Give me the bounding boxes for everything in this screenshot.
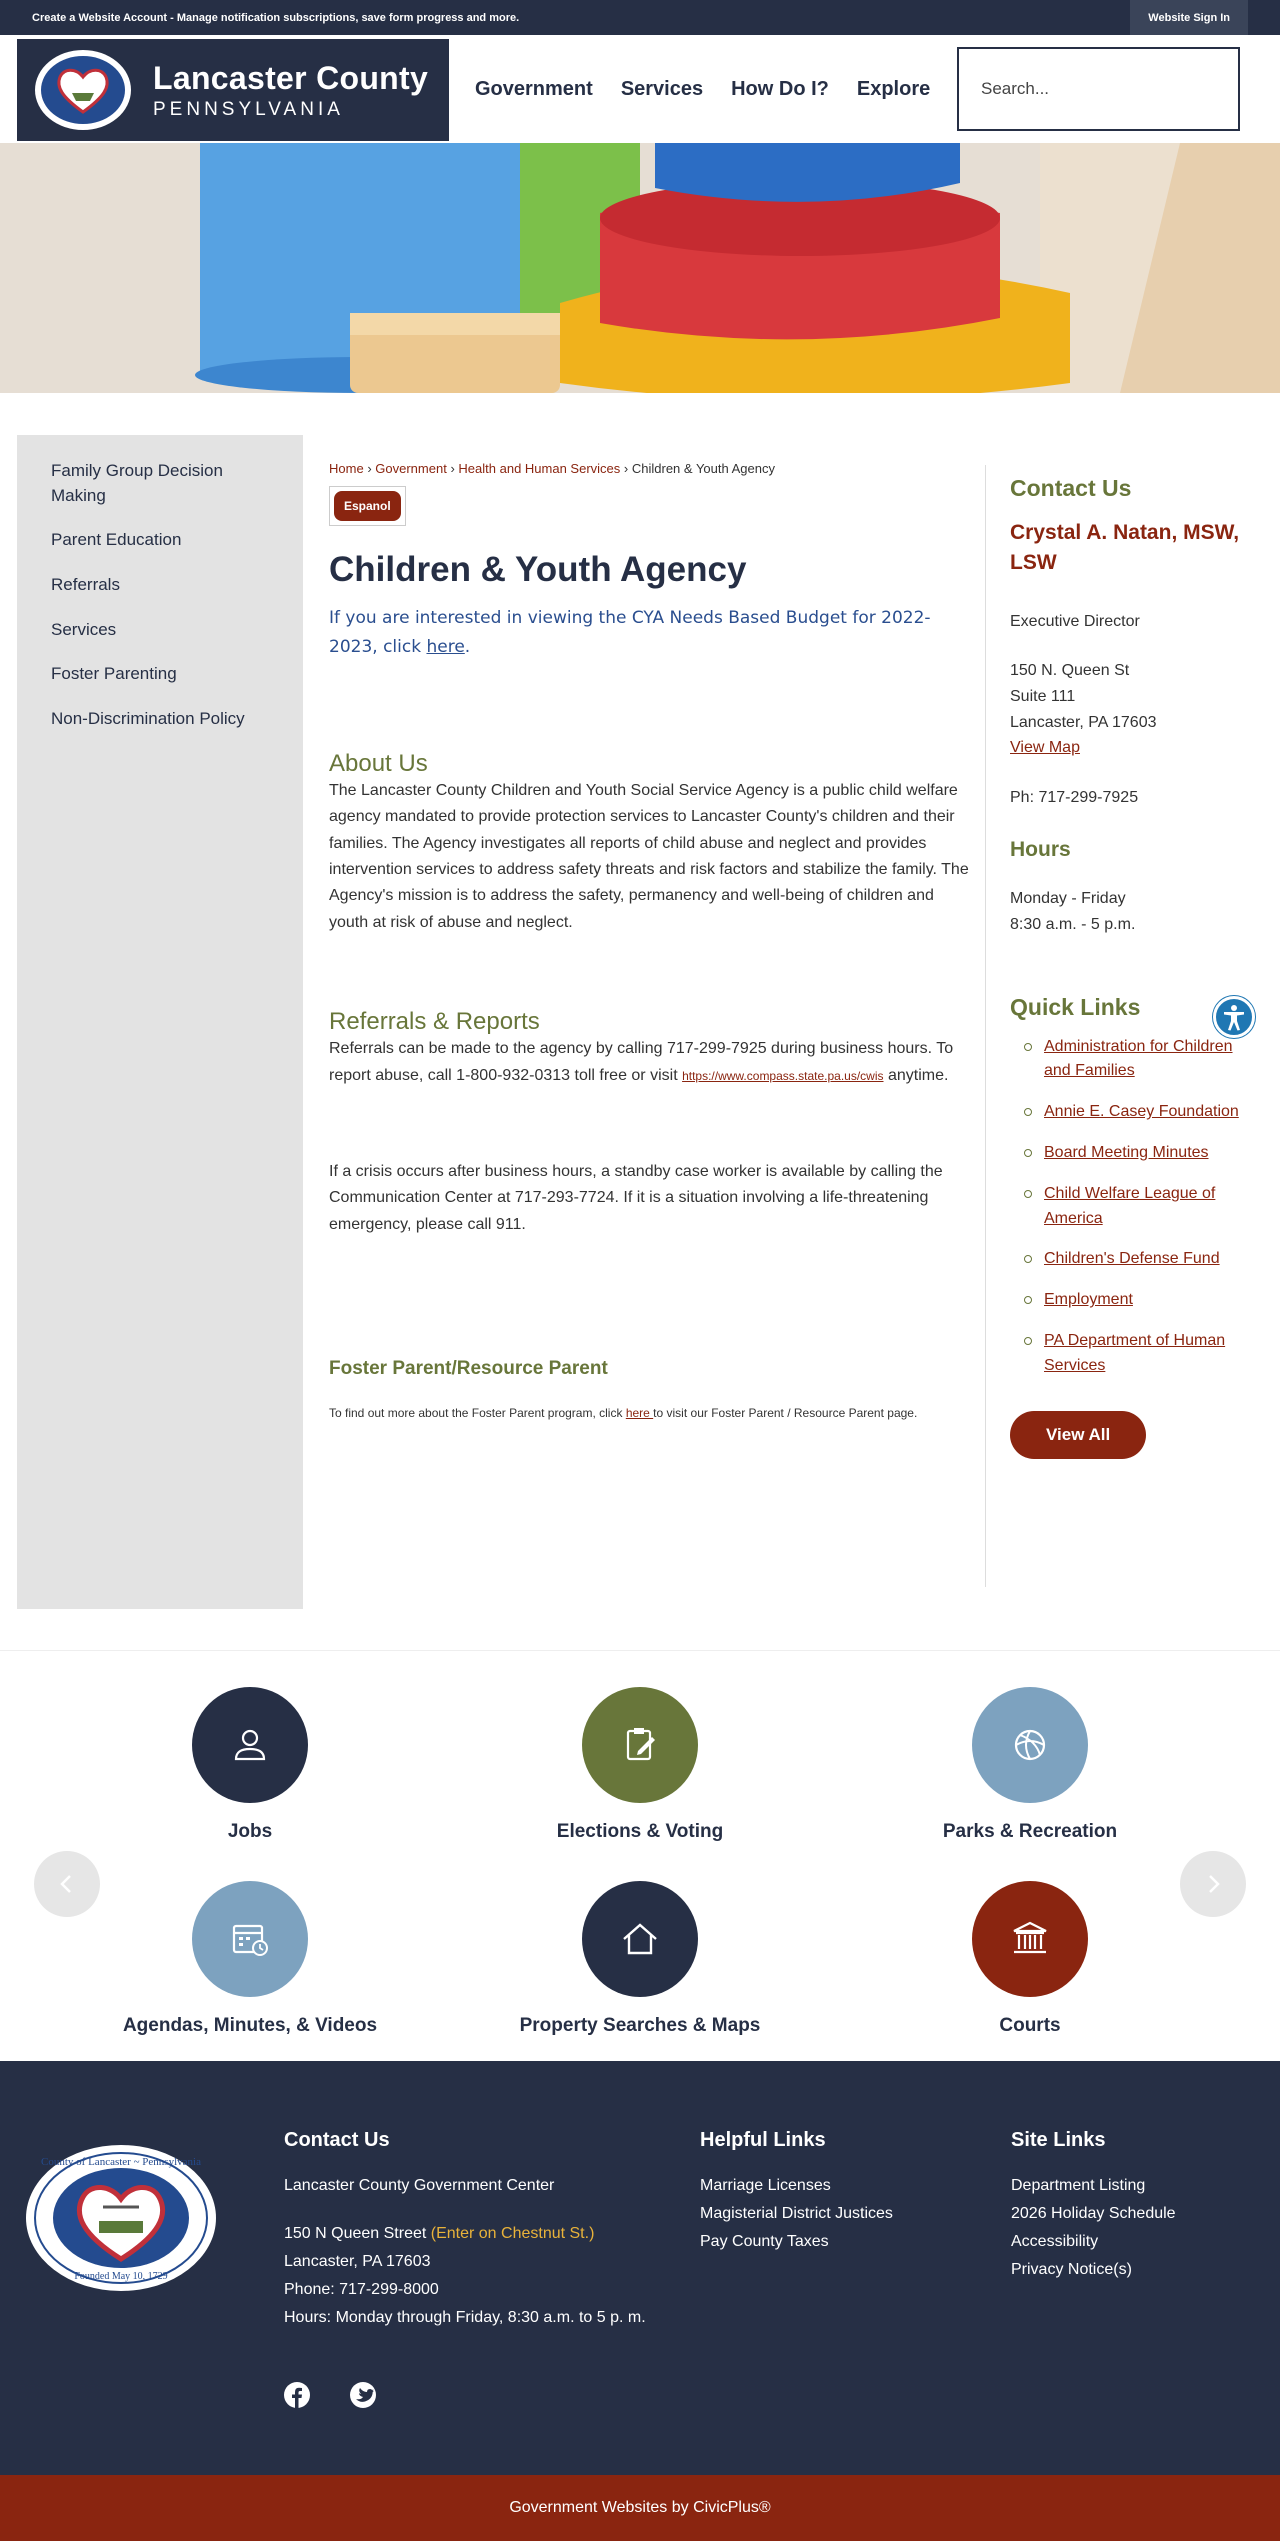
ball-icon bbox=[972, 1687, 1088, 1803]
foster-link[interactable]: here bbox=[625, 1406, 654, 1421]
footer-center: Lancaster County Government Center bbox=[284, 2177, 555, 2194]
seal-bottom-text: Founded May 10, 1729 bbox=[74, 2271, 168, 2282]
foster-text-end: to visit our Foster Parent / Resource Parent page. bbox=[653, 1406, 918, 1421]
graphic-links-carousel bbox=[0, 1650, 1280, 2060]
footer-link-taxes[interactable]: Pay County Taxes bbox=[700, 2233, 829, 2250]
site-subtitle: PENNSYLVANIA bbox=[153, 98, 344, 120]
twitter-icon[interactable] bbox=[350, 2382, 376, 2408]
page-content bbox=[329, 435, 969, 1423]
view-all-button[interactable]: View All bbox=[1010, 1411, 1146, 1459]
hero-banner-image bbox=[0, 143, 1280, 393]
foster-text-start: To find out more about the Foster Parent program, click bbox=[329, 1406, 626, 1421]
sidebar-item-foster-parenting[interactable]: Foster Parenting bbox=[51, 664, 177, 684]
graphic-link-jobs[interactable] bbox=[70, 1687, 430, 1843]
account-notice-link[interactable]: Create a Website Account - Manage notification subscriptions, save form progress and more. bbox=[32, 11, 520, 24]
site-footer bbox=[0, 2061, 1280, 2475]
budget-text: If you are interested in viewing the CYA Needs Based Budget for 2022-2023, click bbox=[329, 608, 931, 657]
nav-explore[interactable]: Explore bbox=[856, 77, 931, 100]
contact-address-3: Lancaster, PA 17603 bbox=[1010, 713, 1157, 731]
graphic-link-label: Property Searches & Maps bbox=[519, 2015, 761, 2036]
main-content-area bbox=[0, 393, 1280, 1603]
hours-heading: Hours bbox=[1010, 838, 1071, 862]
about-heading: About Us bbox=[329, 749, 428, 777]
about-text: The Lancaster County Children and Youth Social Service Agency is a public child welfare agency mandated to provide protection services to Lancaster County's children and their families. The Agency investigates all reports of child abuse and neglect and provides intervention services to address safety threats and risk factors and stabilize the family. The Agency's mission is to address the safety, permanency and well-being of children and youth at risk of abuse and neglect. bbox=[329, 781, 969, 931]
footer-link-privacy[interactable]: Privacy Notice(s) bbox=[1011, 2261, 1132, 2278]
nav-services[interactable]: Services bbox=[620, 77, 704, 100]
site-title: Lancaster County bbox=[153, 59, 429, 96]
nav-government[interactable]: Government bbox=[475, 77, 593, 100]
person-icon bbox=[192, 1687, 308, 1803]
footer-phone: Phone: 717-299-8000 bbox=[284, 2281, 439, 2298]
page-title: Children & Youth Agency bbox=[329, 550, 747, 589]
footer-site-links bbox=[1011, 2129, 1176, 2284]
breadcrumb-home[interactable]: Home bbox=[329, 461, 364, 476]
sidebar-item-non-discrimination[interactable]: Non-Discrimination Policy bbox=[51, 708, 245, 728]
graphic-link-courts[interactable] bbox=[850, 1881, 1210, 2037]
sidebar-item-family-group[interactable]: Family Group Decision Making bbox=[51, 461, 223, 505]
graphic-link-label: Courts bbox=[999, 2015, 1061, 2036]
main-navigation bbox=[475, 78, 930, 101]
footer-city: Lancaster, PA 17603 bbox=[284, 2253, 431, 2270]
footer-street-line bbox=[284, 2220, 646, 2248]
graphic-link-parks[interactable] bbox=[850, 1687, 1210, 1843]
compass-link[interactable]: https://www.compass.state.pa.us/cwis bbox=[682, 1068, 884, 1083]
breadcrumb bbox=[329, 461, 969, 476]
courthouse-icon bbox=[972, 1881, 1088, 1997]
contact-sidebar bbox=[1010, 435, 1260, 1459]
footer-link-accessibility[interactable]: Accessibility bbox=[1011, 2233, 1099, 2250]
seal-top-text: County of Lancaster ~ Pennsylvania bbox=[41, 2156, 201, 2168]
county-seal-icon bbox=[35, 50, 131, 130]
hours-times: 8:30 a.m. - 5 p.m. bbox=[1010, 916, 1136, 934]
referrals-text-end: anytime. bbox=[883, 1066, 949, 1084]
footer-seal-icon bbox=[26, 2145, 216, 2291]
hours-days: Monday - Friday bbox=[1010, 890, 1126, 908]
quick-link-acf[interactable]: Administration for Children and Families bbox=[1010, 1035, 1260, 1085]
graphic-link-agendas[interactable] bbox=[70, 1881, 430, 2037]
quick-link-employment[interactable]: Employment bbox=[1010, 1288, 1260, 1313]
breadcrumb-separator: › bbox=[450, 461, 455, 476]
breadcrumb-separator: › bbox=[623, 461, 629, 476]
sidebar-item-parent-education[interactable]: Parent Education bbox=[51, 530, 182, 550]
content-divider bbox=[985, 465, 986, 1587]
quick-link-cwla[interactable]: Child Welfare League of America bbox=[1010, 1182, 1260, 1232]
search-input[interactable] bbox=[957, 47, 1240, 131]
house-icon bbox=[582, 1881, 698, 1997]
contact-heading: Contact Us bbox=[1010, 475, 1132, 501]
quick-links-list bbox=[1010, 1035, 1260, 1379]
clipboard-icon bbox=[582, 1687, 698, 1803]
search-placeholder: Search... bbox=[981, 79, 1050, 98]
civicplus-bar bbox=[0, 2475, 1280, 2541]
quick-links-heading: Quick Links bbox=[1010, 993, 1141, 1020]
budget-text-end: . bbox=[464, 636, 471, 657]
top-notification-bar bbox=[0, 0, 1280, 35]
footer-hours: Hours: Monday through Friday, 8:30 a.m. to 5 p. m. bbox=[284, 2309, 646, 2326]
calendar-icon bbox=[192, 1881, 308, 1997]
referrals-heading: Referrals & Reports bbox=[329, 1008, 540, 1036]
site-header bbox=[0, 35, 1280, 143]
breadcrumb-government[interactable]: Government bbox=[375, 461, 447, 476]
footer-link-departments[interactable]: Department Listing bbox=[1011, 2177, 1146, 2194]
civicplus-link[interactable]: Government Websites by CivicPlus® bbox=[509, 2499, 771, 2516]
contact-role: Executive Director bbox=[1010, 612, 1140, 630]
contact-address-1: 150 N. Queen St bbox=[1010, 662, 1130, 680]
nav-how-do-i[interactable]: How Do I? bbox=[731, 77, 829, 100]
website-sign-in-button[interactable]: Website Sign In bbox=[1130, 0, 1248, 35]
sidebar-item-referrals[interactable]: Referrals bbox=[51, 574, 120, 594]
contact-address-2: Suite 111 bbox=[1010, 688, 1076, 706]
crisis-text: If a crisis occurs after business hours, a standby case worker is available by calling the Communication Center at 717-293-7724. If it is a situation involving a life-threatening emergency, please call 911. bbox=[329, 1162, 943, 1233]
footer-link-marriage[interactable]: Marriage Licenses bbox=[700, 2177, 831, 2194]
breadcrumb-separator: › bbox=[367, 461, 372, 476]
espanol-button[interactable] bbox=[329, 486, 406, 526]
quick-link-pa-dhs[interactable]: PA Department of Human Services bbox=[1010, 1329, 1260, 1379]
footer-street-note: (Enter on Chestnut St.) bbox=[430, 2225, 595, 2242]
sidebar-item-services[interactable]: Services bbox=[51, 619, 117, 639]
footer-contact-heading: Contact Us bbox=[284, 2129, 390, 2151]
view-map-link[interactable]: View Map bbox=[1010, 739, 1080, 757]
graphic-link-label: Jobs bbox=[227, 1821, 273, 1842]
budget-link[interactable]: here bbox=[426, 636, 465, 657]
graphic-link-label: Elections & Voting bbox=[556, 1821, 724, 1842]
referrals-text-start: Referrals can be made to the agency by calling 717-299-7925 during business hours. To report abuse, call 1-800-932-0313 toll free or visit bbox=[329, 1040, 954, 1084]
graphic-link-property[interactable] bbox=[460, 1881, 820, 2037]
graphic-link-elections[interactable] bbox=[460, 1687, 820, 1843]
contact-phone: Ph: 717-299-7925 bbox=[1010, 788, 1139, 806]
graphic-link-label: Agendas, Minutes, & Videos bbox=[122, 2015, 378, 2036]
foster-text bbox=[329, 1404, 969, 1423]
footer-street: 150 N Queen Street bbox=[284, 2225, 431, 2242]
breadcrumb-health[interactable]: Health and Human Services bbox=[458, 461, 621, 476]
footer-link-magisterial[interactable]: Magisterial District Justices bbox=[700, 2205, 893, 2222]
footer-helpful-heading: Helpful Links bbox=[700, 2129, 826, 2151]
quick-link-board-minutes[interactable]: Board Meeting Minutes bbox=[1010, 1141, 1260, 1166]
espanol-label: Espanol bbox=[334, 491, 401, 521]
referrals-text bbox=[329, 1036, 969, 1089]
contact-name: Crystal A. Natan, MSW, LSW bbox=[1010, 521, 1240, 575]
budget-notice bbox=[329, 604, 969, 662]
secondary-navigation bbox=[17, 435, 303, 1609]
breadcrumb-current: Children & Youth Agency bbox=[631, 461, 775, 476]
footer-helpful-links bbox=[700, 2129, 893, 2256]
footer-link-holiday[interactable]: 2026 Holiday Schedule bbox=[1011, 2205, 1176, 2222]
social-icons bbox=[284, 2382, 646, 2408]
footer-contact bbox=[284, 2129, 646, 2408]
graphic-link-label: Parks & Recreation bbox=[942, 1821, 1118, 1842]
site-logo[interactable] bbox=[17, 39, 449, 141]
quick-link-casey[interactable]: Annie E. Casey Foundation bbox=[1010, 1100, 1260, 1125]
accessibility-icon[interactable] bbox=[1213, 996, 1255, 1038]
facebook-icon[interactable] bbox=[284, 2382, 310, 2408]
quick-link-cdf[interactable]: Children's Defense Fund bbox=[1010, 1247, 1260, 1272]
foster-heading: Foster Parent/Resource Parent bbox=[329, 1358, 608, 1380]
footer-site-heading: Site Links bbox=[1011, 2129, 1106, 2151]
